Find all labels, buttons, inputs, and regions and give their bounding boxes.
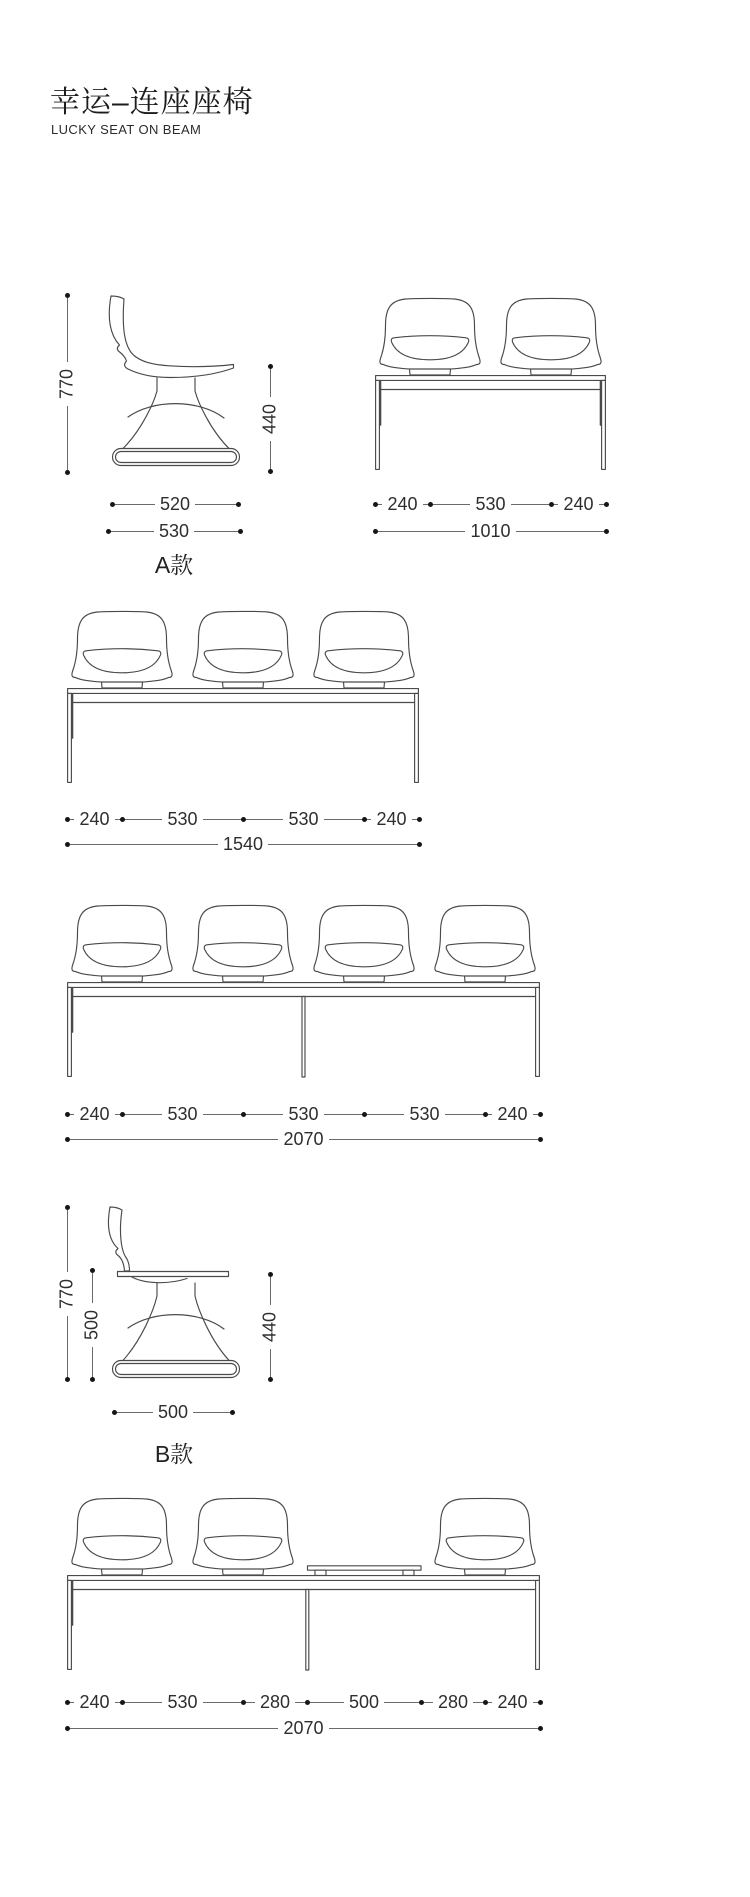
dim-label-530: 530	[158, 521, 190, 541]
dim-label-520: 520	[159, 494, 191, 514]
dim-label-440: 440	[260, 397, 281, 441]
dim-chair-b-770	[56, 1205, 77, 1382]
dim-label-500w: 500	[157, 1402, 189, 1422]
dim-chair-b-440	[259, 1272, 280, 1382]
title-block	[50, 86, 254, 137]
dim-bench3-total: 1540	[67, 836, 419, 852]
dim-chair-a-520	[112, 496, 238, 512]
page-title: 幸运–连座座椅	[50, 86, 254, 119]
dim-chair-a-530	[108, 523, 240, 539]
dim-label-770b: 770	[57, 1271, 78, 1315]
label-model-a: A款	[154, 552, 194, 578]
dim-chair-b-500w	[114, 1404, 232, 1420]
dim-label-500h: 500	[82, 1303, 103, 1347]
dim-label-440b: 440	[260, 1305, 281, 1349]
dim-chair-a-440	[259, 364, 280, 474]
dim-chair-b-500	[81, 1268, 102, 1382]
dim-chair-a-770	[56, 293, 77, 475]
dim-bench3t-segments: 240 530 280 500 280 240	[67, 1694, 540, 1710]
chair-a-side-drawing	[95, 294, 245, 474]
dim-bench2-segments: 240 530 240	[375, 496, 606, 512]
bench-3-seat-drawing	[67, 608, 419, 784]
dim-bench3t-total: 2070	[67, 1720, 540, 1736]
dim-bench3-segments: 240 530 530 240	[67, 811, 419, 827]
chair-b-side-drawing	[95, 1206, 245, 1381]
bench-4-seat-drawing	[67, 902, 540, 1078]
bench-3-seat-table-drawing	[67, 1495, 540, 1671]
label-model-b: B款	[154, 1441, 194, 1467]
dim-label-770: 770	[57, 362, 78, 406]
dim-bench2-total: 1010	[375, 523, 606, 539]
dim-bench4-segments: 240 530 530 530 240	[67, 1106, 540, 1122]
bench-2-seat-drawing	[375, 295, 606, 471]
page-subtitle: LUCKY SEAT ON BEAM	[51, 121, 202, 137]
dim-bench4-total: 2070	[67, 1131, 540, 1147]
